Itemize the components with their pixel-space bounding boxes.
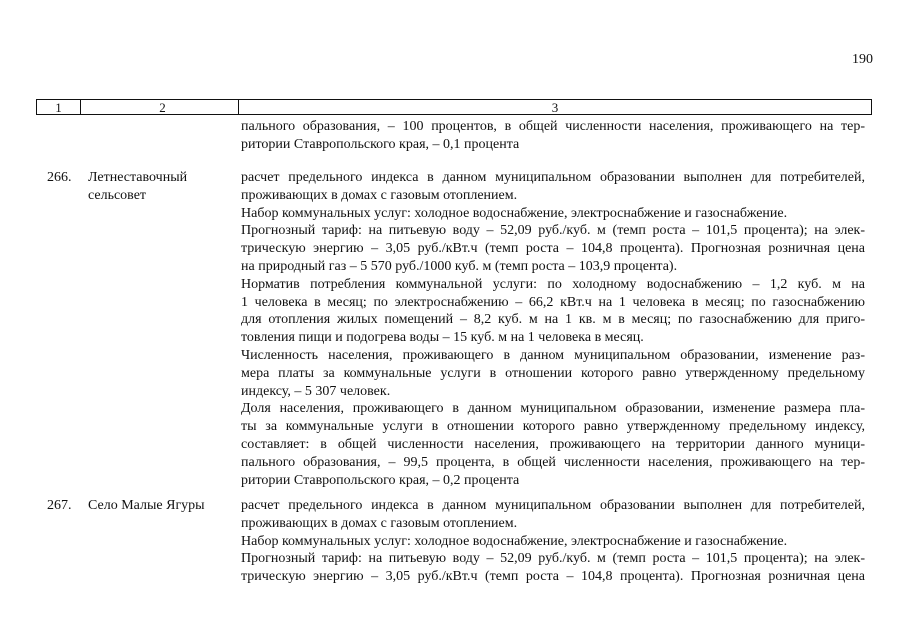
text-line: проживающих в домах с газовым отоплением. bbox=[241, 515, 518, 531]
entry-description bbox=[241, 497, 865, 586]
text-line: Численность населения, проживающего в данном муниципальном образовании, изменение раз- bbox=[241, 347, 865, 363]
page-number: 190 bbox=[852, 52, 873, 67]
text-line: пального образования, – 99,5 процента, в общей численности населения, проживающего на тер- bbox=[241, 454, 865, 470]
entry-name bbox=[88, 169, 233, 205]
text-line: расчет предельного индекса в данном муниципальном образовании выполнен для потребителей, bbox=[241, 170, 865, 185]
entry-name-line: Село Малые Ягуры bbox=[88, 498, 205, 513]
header-col-1: 1 bbox=[36, 99, 81, 115]
text-line: товления пищи и подогрева воды – 15 куб. м на 1 человека в месяц. bbox=[241, 330, 644, 346]
text-line: на природный газ – 5 570 руб./1000 куб. м (темп роста – 103,9 процента). bbox=[241, 258, 678, 274]
text-line: 1 человека в месяц; по электроснабжению – 66,2 кВт.ч на 1 человека в месяц; по газоснабжению bbox=[241, 294, 865, 310]
text-line: ритории Ставропольского края, – 0,2 процента bbox=[241, 472, 520, 488]
entry-name bbox=[88, 497, 233, 515]
text-line: мера платы за коммунальные услуги в отношении которого равно утвержденному предельному bbox=[241, 365, 865, 381]
entry-name-line: Летнеставочный bbox=[88, 170, 188, 185]
header-col-3: 3 bbox=[239, 99, 872, 115]
text-line: индексу, – 5 307 человек. bbox=[241, 383, 391, 399]
text-line: ритории Ставропольского края, – 0,1 процента bbox=[241, 136, 520, 152]
text-line: ты за коммунальные услуги в отношении которого равно утвержденному предельному индексу, bbox=[241, 419, 865, 435]
text-line: Прогнозный тариф: на питьевую воду – 52,09 руб./куб. м (темп роста – 101,5 процента); на элек- bbox=[241, 223, 865, 239]
text-line: составляет: в общей численности населения, проживающего на территории данного муници- bbox=[241, 436, 865, 452]
text-line: Набор коммунальных услуг: холодное водоснабжение, электроснабжение и газоснабжение. bbox=[241, 533, 788, 549]
table-header-row bbox=[36, 99, 872, 115]
text-line: пального образования, – 100 процентов, в общей численности населения, проживающего на тер- bbox=[241, 119, 865, 134]
text-line: проживающих в домах с газовым отоплением. bbox=[241, 187, 518, 203]
text-line: расчет предельного индекса в данном муниципальном образовании выполнен для потребителей, bbox=[241, 498, 865, 513]
header-col-2: 2 bbox=[87, 99, 239, 115]
entry-name-line: сельсовет bbox=[88, 187, 147, 203]
text-line: Прогнозный тариф: на питьевую воду – 52,09 руб./куб. м (темп роста – 101,5 процента); на элек- bbox=[241, 551, 865, 567]
text-line: Набор коммунальных услуг: холодное водоснабжение, электроснабжение и газоснабжение. bbox=[241, 205, 788, 221]
entry-description bbox=[241, 169, 865, 489]
entry-number: 266. bbox=[47, 170, 72, 185]
entry-number: 267. bbox=[47, 498, 72, 513]
text-line: трическую энергию – 3,05 руб./кВт.ч (темп роста – 104,8 процента). Прогнозная розничная цена bbox=[241, 241, 865, 257]
text-line: Норматив потребления коммунальной услуги: по холодному водоснабжению – 1,2 куб. м на bbox=[241, 276, 865, 292]
text-line: трическую энергию – 3,05 руб./кВт.ч (темп роста – 104,8 процента). Прогнозная розничная цена bbox=[241, 569, 865, 585]
continuation-text bbox=[241, 118, 865, 154]
text-line: для отопления жилых помещений – 8,2 куб. м на 1 кв. м в месяц; по газоснабжению для приго- bbox=[241, 312, 865, 328]
text-line: Доля населения, проживающего в данном муниципальном образовании, изменение размера пла- bbox=[241, 401, 865, 417]
